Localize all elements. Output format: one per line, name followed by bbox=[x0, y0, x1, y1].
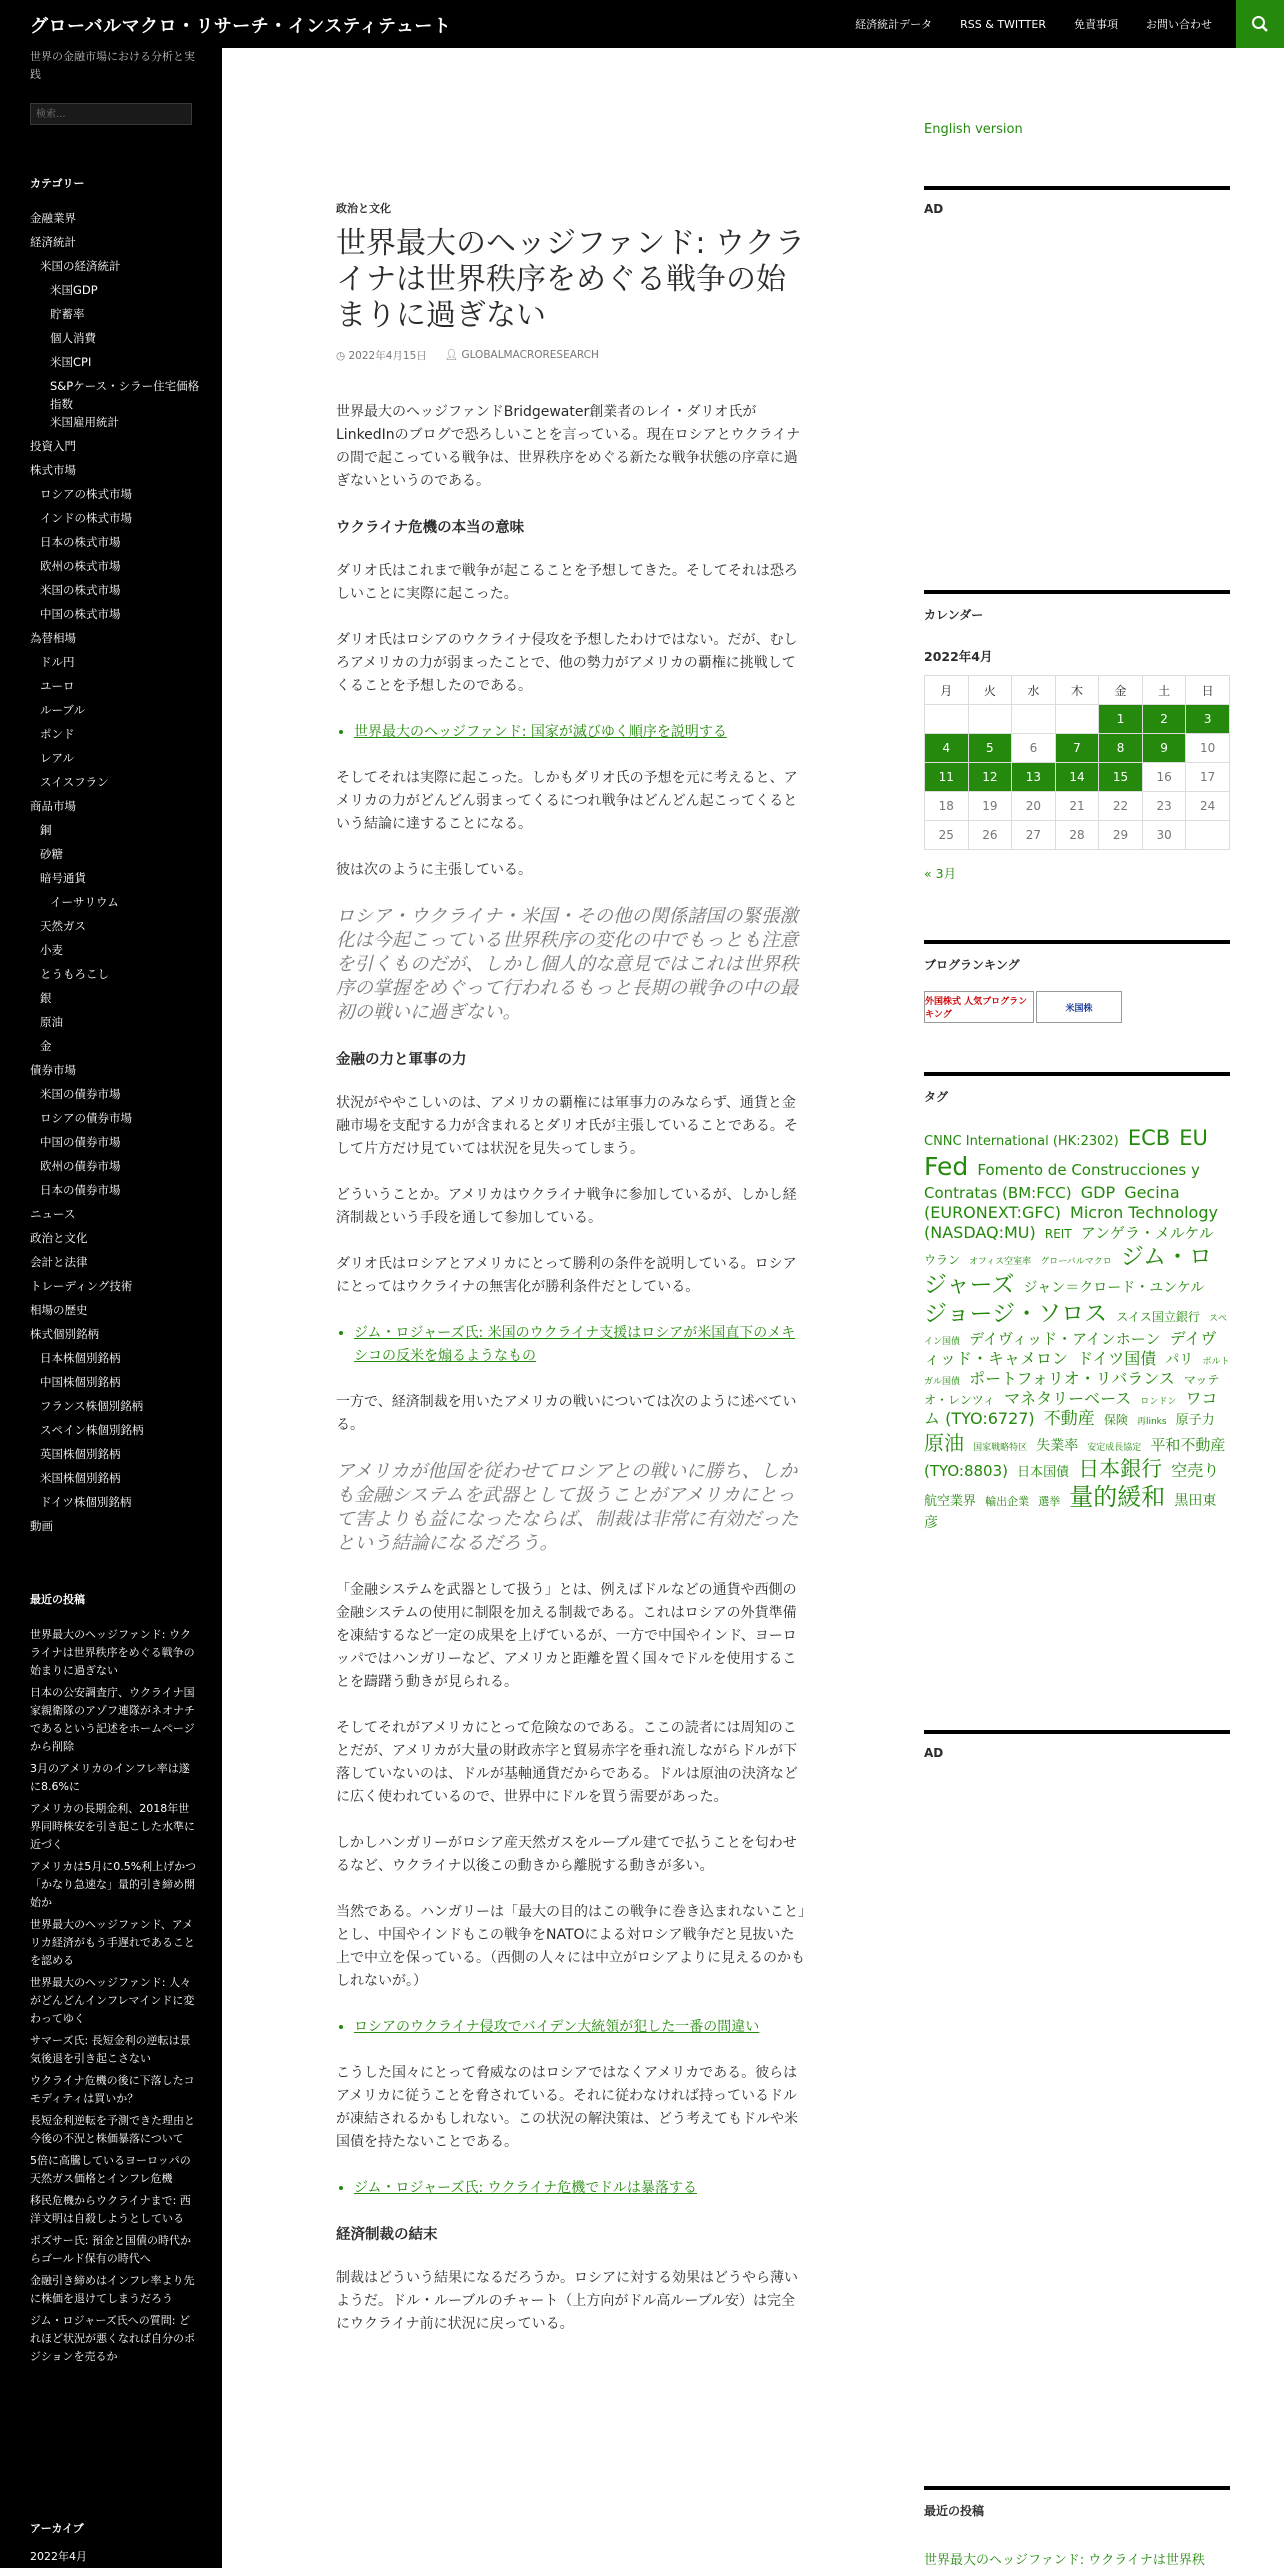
calendar-weekday: 火 bbox=[968, 676, 1012, 705]
calendar-day[interactable]: 5 bbox=[968, 734, 1012, 763]
related-links bbox=[336, 2016, 806, 2039]
tag-link[interactable]: マネタリーベース bbox=[1004, 1389, 1132, 1409]
category-item[interactable]: 米国の株式市場 bbox=[40, 583, 121, 597]
calendar-day: 19 bbox=[968, 792, 1012, 821]
recent-post-item[interactable]: 長短金利逆転を予測できた理由と今後の不況と株価暴落について bbox=[30, 2114, 195, 2145]
calendar-day: 28 bbox=[1055, 821, 1099, 850]
block-quote: ロシア・ウクライナ・米国・その他の関係諸国の緊張激化は今起こっている世界秩序の変化の中でもっとも注意を引くものだが、しかし個人的な意見ではこれは世界秩序の掌握をめぐって行われるもっと長期の戦争の中の最初の戦いに過ぎない。 bbox=[336, 906, 799, 1023]
recent-posts-right-heading: 最近の投稿 bbox=[924, 2504, 985, 2518]
tag-link[interactable]: 量的緩和 bbox=[1069, 1482, 1166, 1511]
category-item[interactable]: 欧州の債券市場 bbox=[40, 1159, 121, 1173]
paragraph: ダリオ氏はロシアとアメリカにとって勝利の条件を説明している。ロシアにとってはウクライナの無害化が勝利条件だとしている。 bbox=[336, 1256, 797, 1295]
article-category[interactable]: 政治と文化 bbox=[336, 202, 391, 215]
recent-post-item[interactable]: ウクライナ危機の後に下落したコモディティは買いか？ bbox=[30, 2074, 195, 2105]
tag-link[interactable]: ワコム (TYO:6727) bbox=[924, 1389, 1218, 1429]
category-item[interactable]: 米国の債券市場 bbox=[40, 1087, 121, 1101]
tag-link[interactable]: EU bbox=[1179, 1126, 1208, 1150]
category-item[interactable]: 小麦 bbox=[40, 943, 63, 957]
recent-post-right-link[interactable]: 世界最大のヘッジファンド: ウクライナは世界秩 bbox=[924, 2553, 1205, 2568]
tag-link[interactable]: ウラン bbox=[924, 1252, 961, 1267]
tag-link[interactable]: 日本銀行 bbox=[1078, 1456, 1163, 1481]
tag-link[interactable]: ドイツ国債 bbox=[1077, 1348, 1157, 1368]
category-item[interactable]: 個人消費 bbox=[50, 331, 96, 345]
calendar-day[interactable]: 11 bbox=[925, 763, 969, 792]
calendar-day[interactable]: 12 bbox=[968, 763, 1012, 792]
category-item[interactable]: 商品市場 bbox=[30, 799, 76, 813]
calendar-day: 24 bbox=[1186, 792, 1230, 821]
calendar-day[interactable]: 8 bbox=[1099, 734, 1143, 763]
calendar-day[interactable]: 4 bbox=[925, 734, 969, 763]
tag-link[interactable]: ECB bbox=[1127, 1126, 1171, 1150]
category-item[interactable]: 銀 bbox=[40, 991, 52, 1005]
category-item[interactable]: 貯蓄率 bbox=[50, 307, 85, 321]
paragraph: どういうことか。アメリカはウクライナ戦争に参加しているが、しかし経済制裁という手段を通して参加している。 bbox=[336, 1187, 797, 1226]
calendar-day bbox=[1012, 705, 1056, 734]
article-meta bbox=[336, 348, 806, 363]
calendar-day: 29 bbox=[1099, 821, 1143, 850]
paragraph: 「金融システムを武器として扱う」とは、例えばドルなどの通貨や西側の金融システムの使用に制限を加える制裁である。これはロシアの外貨準備を凍結するなど一定の成果を上げているが、一方で中国やインド、ヨーロッパではハンガリーなど、アメリカと距離を置く国々でドルを使用することを躊躇う動きが見られる。 bbox=[336, 1582, 797, 1690]
ad-label-bottom: AD bbox=[924, 1746, 944, 1760]
calendar-day[interactable]: 13 bbox=[1012, 763, 1056, 792]
calendar-weekday: 土 bbox=[1142, 676, 1186, 705]
tag-link[interactable]: GDP bbox=[1080, 1182, 1116, 1202]
recent-posts-heading: 最近の投稿 bbox=[30, 1593, 85, 1606]
category-item[interactable]: ポンド bbox=[40, 727, 75, 741]
categories-heading: カテゴリー bbox=[30, 177, 85, 190]
tag-link[interactable]: 日本国債 bbox=[1017, 1464, 1070, 1480]
section-heading: 経済制裁の結末 bbox=[336, 2227, 438, 2243]
calendar-weekday: 月 bbox=[925, 676, 969, 705]
recent-post-item[interactable]: アメリカは5月に0.5%利上げかつ「かなり急速な」量的引き締め開始か bbox=[30, 1860, 197, 1909]
tag-link[interactable]: 国家戦略特区 bbox=[973, 1442, 1028, 1453]
recent-post-item[interactable]: 移民危機からウクライナまで: 西洋文明は自殺しようとしている bbox=[30, 2194, 191, 2225]
search-input[interactable] bbox=[30, 103, 192, 125]
tag-link[interactable]: スイス国立銀行 bbox=[1116, 1310, 1200, 1324]
ranking-heading: ブログランキング bbox=[924, 958, 1020, 972]
related-article-link[interactable]: • 世界最大のヘッジファンド: 国家が滅びゆく順序を説明する bbox=[354, 721, 806, 744]
category-item[interactable]: 為替相場 bbox=[30, 631, 76, 645]
calendar-weekday: 水 bbox=[1012, 676, 1056, 705]
category-item[interactable]: 暗号通貨 bbox=[40, 871, 86, 885]
calendar-widget bbox=[924, 590, 1230, 882]
calendar-day: 17 bbox=[1186, 763, 1230, 792]
category-item[interactable]: 株式市場 bbox=[30, 463, 76, 477]
category-item[interactable]: 金 bbox=[40, 1039, 52, 1053]
paragraph: しかしハンガリーがロシア産天然ガスをルーブル建てで払うことを匂わせるなど、ウクライナ以後この動きから離脱する動きが多い。 bbox=[336, 1835, 797, 1874]
category-item[interactable]: 米国の経済統計 bbox=[40, 259, 121, 273]
category-item[interactable]: ロシアの株式市場 bbox=[40, 487, 132, 501]
tag-link[interactable]: ジム・ロジャーズ bbox=[924, 1243, 1212, 1299]
tag-link[interactable]: 不動産 bbox=[1043, 1409, 1095, 1430]
tag-link[interactable]: Micron Technology (NASDAQ:MU) bbox=[924, 1202, 1218, 1242]
calendar-day bbox=[1186, 821, 1230, 850]
user-icon: 👤︎ bbox=[444, 349, 462, 361]
recent-post-item[interactable]: 世界最大のヘッジファンド、アメリカ経済がもう手遅れであることを認める bbox=[30, 1918, 195, 1967]
category-item[interactable]: 米国GDP bbox=[50, 283, 98, 297]
calendar-day: 25 bbox=[925, 821, 969, 850]
tag-cloud bbox=[924, 1125, 1230, 1532]
calendar-day bbox=[968, 705, 1012, 734]
search-toggle-button[interactable] bbox=[1236, 0, 1284, 48]
calendar-day[interactable]: 2 bbox=[1142, 705, 1186, 734]
left-sidebar bbox=[0, 48, 222, 2568]
category-item[interactable]: 英国株個別銘柄 bbox=[40, 1447, 121, 1461]
calendar-day bbox=[1055, 705, 1099, 734]
tag-link[interactable]: デイヴィッド・キャメロン bbox=[924, 1328, 1217, 1368]
calendar-day: 30 bbox=[1142, 821, 1186, 850]
category-item[interactable]: 経済統計 bbox=[30, 235, 76, 249]
category-item[interactable]: 日本の債券市場 bbox=[40, 1183, 121, 1197]
paragraph: 一方で、経済制裁を用いたアメリカの戦いについては次のように述べている。 bbox=[336, 1394, 797, 1433]
post-author-text: GLOBALMACRORESEARCH bbox=[461, 349, 599, 361]
category-item[interactable]: ルーブル bbox=[40, 703, 85, 717]
nav-rss-twitter[interactable]: RSS & TWITTER bbox=[960, 17, 1046, 31]
blog-ranking-widget bbox=[924, 940, 1230, 1023]
category-item[interactable]: とうもろこし bbox=[40, 967, 109, 981]
archive-item[interactable]: 2022年4月 bbox=[30, 2550, 87, 2563]
category-item[interactable]: インドの株式市場 bbox=[40, 511, 132, 525]
tag-link[interactable]: 輸出企業 bbox=[985, 1494, 1030, 1508]
tag-link[interactable]: 失業率 bbox=[1036, 1437, 1079, 1454]
article-title: 世界最大のヘッジファンド: ウクライナは世界秩序をめぐる戦争の始まりに過ぎない bbox=[336, 226, 806, 333]
calendar-day[interactable]: 1 bbox=[1099, 705, 1143, 734]
paragraph: 世界最大のヘッジファンドBridgewater創業者のレイ・ダリオ氏がLinkedInのブログで恐ろしいことを言っている。現在ロシアとウクライナの間で起こっている戦争は、世界秩序をめぐる新たな戦争状態の序章に過ぎないというのである。 bbox=[336, 404, 801, 489]
site-tagline: 世界の金融市場における分析と実践 bbox=[30, 50, 195, 81]
category-item[interactable]: ニュース bbox=[30, 1207, 76, 1221]
category-item[interactable]: 中国株個別銘柄 bbox=[40, 1375, 121, 1389]
post-date-text: 2022年4月15日 bbox=[348, 350, 427, 362]
paragraph: ダリオ氏はこれまで戦争が起こることを予想してきた。そしてそれは恐ろしいことに実際に起こった。 bbox=[336, 563, 798, 602]
tag-link[interactable]: 安定成長協定 bbox=[1087, 1442, 1142, 1453]
category-item[interactable]: 動画 bbox=[30, 1519, 53, 1533]
tag-link[interactable]: Gecina (EURONEXT:GFC) bbox=[924, 1182, 1180, 1222]
category-item[interactable]: 株式個別銘柄 bbox=[30, 1327, 99, 1341]
category-item[interactable]: ロシアの債券市場 bbox=[40, 1111, 132, 1125]
category-item[interactable]: トレーディング技術 bbox=[30, 1279, 133, 1293]
calendar-day: 16 bbox=[1142, 763, 1186, 792]
archive-heading: アーカイブ bbox=[30, 2522, 84, 2535]
paragraph: そしてそれがアメリカにとって危険なのである。ここの読者には周知のことだが、アメリカが大量の財政赤字と貿易赤字を垂れ流しながらドルが下落していないのは、ドルが基軸通貨だからである。ドルは原油の決済などに広く使われているので、世界中にドルを買う需要があった。 bbox=[336, 1720, 798, 1805]
related-article-link[interactable]: • ロシアのウクライナ侵攻でバイデン大統領が犯した一番の間違い bbox=[354, 2016, 806, 2039]
calendar-day bbox=[925, 705, 969, 734]
category-item[interactable]: 砂糖 bbox=[40, 847, 63, 861]
tag-link[interactable]: ポートフォリオ・リバランス bbox=[969, 1369, 1175, 1389]
calendar-day: 6 bbox=[1012, 734, 1056, 763]
category-item[interactable]: 相場の歴史 bbox=[30, 1303, 88, 1317]
category-item[interactable]: スペイン株個別銘柄 bbox=[40, 1423, 144, 1437]
category-item[interactable]: ユーロ bbox=[40, 679, 75, 693]
tag-link[interactable]: ジャン＝クロード・ユンケル bbox=[1023, 1280, 1205, 1297]
recent-post-item[interactable]: 3月のアメリカのインフレ率は遂に8.6%に bbox=[30, 1762, 190, 1793]
recent-posts-list bbox=[30, 1626, 198, 2370]
recent-post-item[interactable]: ポズサー氏: 預金と国債の時代からゴールド保有の時代へ bbox=[30, 2234, 191, 2265]
calendar-month: 2022年4月 bbox=[924, 649, 993, 664]
category-item[interactable]: 金融業界 bbox=[30, 211, 76, 225]
related-links bbox=[336, 1322, 806, 1368]
recent-post-item[interactable]: 日本の公安調査庁、ウクライナ国家親衛隊のアゾフ連隊がネオナチであるという記述をホームページから削除 bbox=[30, 1686, 195, 1753]
tag-link[interactable]: ジョージ・ソロス bbox=[924, 1301, 1108, 1327]
calendar-day: 22 bbox=[1099, 792, 1143, 821]
calendar-prev-link[interactable]: « 3月 bbox=[924, 866, 957, 881]
category-item[interactable]: ドル円 bbox=[40, 655, 75, 669]
calendar-weekday: 木 bbox=[1055, 676, 1099, 705]
recent-posts-right-widget bbox=[924, 2486, 1230, 2568]
site-header bbox=[0, 0, 1284, 48]
paragraph: 彼は次のように主張している。 bbox=[336, 862, 532, 878]
category-item[interactable]: レアル bbox=[40, 751, 75, 765]
tag-link[interactable]: 黒田東彦 bbox=[924, 1492, 1217, 1531]
calendar-weekday: 金 bbox=[1099, 676, 1143, 705]
calendar-day: 10 bbox=[1186, 734, 1230, 763]
paragraph: こうした国々にとって脅威なのはロシアではなくアメリカである。彼らはアメリカに従うことを脅されている。それに従わなければ持っているドルが凍結されるかもしれない。この状況の解決策は、どう考えてもドルや米国債を持たないことである。 bbox=[336, 2065, 798, 2150]
tag-link[interactable]: Fed bbox=[924, 1152, 969, 1182]
tag-link[interactable]: CNNC International (HK:2302) bbox=[924, 1134, 1119, 1149]
tag-link[interactable]: Fomento de Construcciones y Contratas (BM:FCC) bbox=[924, 1161, 1200, 1202]
category-item[interactable]: 債券市場 bbox=[30, 1063, 76, 1077]
recent-post-item[interactable]: アメリカの長期金利、2018年世界同時株安を引き起こした水準に近づく bbox=[30, 1802, 195, 1851]
calendar-heading: カレンダー bbox=[924, 608, 984, 622]
category-list bbox=[30, 206, 205, 1538]
clock-icon: ◷ bbox=[336, 350, 349, 362]
tags-heading: タグ bbox=[924, 1090, 949, 1104]
tag-link[interactable]: オフィス空室率 bbox=[969, 1256, 1032, 1267]
category-item[interactable]: イーサリウム bbox=[50, 895, 119, 909]
tag-link[interactable]: 選挙 bbox=[1038, 1494, 1061, 1508]
tag-link[interactable]: 原子力 bbox=[1175, 1413, 1215, 1429]
category-item[interactable]: 天然ガス bbox=[40, 919, 86, 933]
top-navigation bbox=[827, 0, 1212, 48]
post-date[interactable] bbox=[336, 348, 427, 363]
category-item[interactable]: 政治と文化 bbox=[30, 1231, 88, 1245]
category-item[interactable]: 米国CPI bbox=[50, 355, 92, 369]
paragraph: そしてそれは実際に起こった。しかもダリオ氏の予想を元に考えると、アメリカの力がどんどん弱まってくるにつれ戦争はどんどん起こってくるという結論に達することになる。 bbox=[336, 770, 798, 832]
ad-label: AD bbox=[924, 202, 944, 216]
calendar-day[interactable]: 7 bbox=[1055, 734, 1099, 763]
ad-widget-top bbox=[924, 186, 1230, 566]
section-heading: 金融の力と軍事の力 bbox=[336, 1052, 467, 1068]
category-item[interactable]: ドイツ株個別銘柄 bbox=[40, 1495, 132, 1509]
recent-post-item[interactable]: ジム・ロジャーズ氏への質問: どれほど状況が悪くなれば自分のポジションを売るか bbox=[30, 2314, 195, 2363]
tag-link[interactable]: 航空業界 bbox=[924, 1493, 977, 1509]
category-item[interactable]: 欧州の株式市場 bbox=[40, 559, 121, 573]
site-title[interactable]: グローバルマクロ・リサーチ・インスティテュート bbox=[30, 16, 452, 37]
category-item[interactable]: 日本の株式市場 bbox=[40, 535, 121, 549]
tag-link[interactable]: デイヴィッド・アインホーン bbox=[969, 1329, 1161, 1348]
calendar-day[interactable]: 3 bbox=[1186, 705, 1230, 734]
nav-economic-data[interactable]: 経済統計データ bbox=[855, 18, 933, 31]
recent-post-item[interactable]: 5倍に高騰しているヨーロッパの天然ガス価格とインフレ危機 bbox=[30, 2154, 191, 2185]
related-links bbox=[336, 721, 806, 744]
search-icon bbox=[1251, 15, 1269, 33]
calendar-day: 26 bbox=[968, 821, 1012, 850]
category-item[interactable]: 日本株個別銘柄 bbox=[40, 1351, 121, 1365]
paragraph: ダリオ氏はロシアのウクライナ侵攻を予想したわけではない。だが、むしろアメリカの力が弱まったことで、他の勢力がアメリカの覇権に挑戦してくることを予想したのである。 bbox=[336, 632, 798, 694]
ranking-badge-foreign[interactable]: 外国株式 人気ブログランキング bbox=[924, 991, 1034, 1023]
tag-link[interactable]: 再links bbox=[1136, 1417, 1167, 1428]
calendar-day: 27 bbox=[1012, 821, 1056, 850]
recent-post-item[interactable]: 世界最大のヘッジファンド: 人々がどんどんインフレマインドに変わってゆく bbox=[30, 1976, 195, 2025]
paragraph: 制裁はどういう結果になるだろうか。ロシアに対する効果はどうやら薄いようだ。ドル・ルーブルのチャート（上方向がドル高ルーブル安）は完全にウクライナ前に状況に戻っている。 bbox=[336, 2270, 798, 2332]
calendar-day: 23 bbox=[1142, 792, 1186, 821]
calendar-day[interactable]: 9 bbox=[1142, 734, 1186, 763]
category-item[interactable]: 中国の株式市場 bbox=[40, 607, 121, 621]
tag-link[interactable]: REIT bbox=[1044, 1226, 1072, 1241]
category-item[interactable]: 銅 bbox=[40, 823, 52, 837]
calendar-table bbox=[924, 675, 1230, 850]
tag-link[interactable]: ロンドン bbox=[1140, 1397, 1177, 1408]
paragraph: 当然である。ハンガリーは「最大の目的はこの戦争に巻き込まれないこと」とし、中国やインドもこの戦争をNATOによる対ロシア戦争だと見抜いた上で中立を保っている。（西側の人々には中立がロシアよりに見えるのかもしれないが。） bbox=[336, 1904, 805, 1989]
tag-link[interactable]: 平和不動産 (TYO:8803) bbox=[924, 1435, 1226, 1480]
calendar-day[interactable]: 14 bbox=[1055, 763, 1099, 792]
tag-link[interactable]: 空売り bbox=[1171, 1460, 1220, 1480]
ranking-badge-us[interactable]: 米国株 bbox=[1036, 991, 1122, 1023]
recent-post-item[interactable]: 世界最大のヘッジファンド: ウクライナは世界秩序をめぐる戦争の始まりに過ぎない bbox=[30, 1628, 195, 1677]
category-item[interactable]: 米国株個別銘柄 bbox=[40, 1471, 121, 1485]
english-version-widget bbox=[924, 118, 1230, 137]
related-article-link[interactable]: • ジム・ロジャーズ氏: 米国のウクライナ支援はロシアが米国直下のメキシコの反米を煽るようなもの bbox=[354, 1322, 806, 1368]
article bbox=[336, 200, 806, 2359]
section-heading: ウクライナ危機の本当の意味 bbox=[336, 520, 525, 536]
calendar-weekday: 日 bbox=[1186, 676, 1230, 705]
tag-link[interactable]: パリ bbox=[1165, 1351, 1194, 1368]
category-item[interactable]: 米国雇用統計 bbox=[50, 415, 119, 429]
category-item[interactable]: 原油 bbox=[40, 1015, 63, 1029]
tag-link[interactable]: アンゲラ・メルケル bbox=[1080, 1223, 1214, 1242]
category-item[interactable]: 投資入門 bbox=[30, 439, 76, 453]
related-article-link[interactable]: • ジム・ロジャーズ氏: ウクライナ危機でドルは暴落する bbox=[354, 2177, 806, 2200]
nav-contact[interactable]: お問い合わせ bbox=[1146, 18, 1212, 31]
category-item[interactable]: S&Pケース・シラー住宅価格指数 bbox=[50, 379, 200, 411]
tag-link[interactable]: ポルトガル国債 bbox=[924, 1356, 1230, 1388]
tag-link[interactable]: 原油 bbox=[924, 1430, 964, 1455]
block-quote: アメリカが他国を従わせてロシアとの戦いに勝ち、しかも金融システムを武器として扱うことがアメリカにとって害よりも益になったならば、制裁は非常に有効だったという結論になるだろう。 bbox=[336, 1461, 799, 1554]
post-author[interactable] bbox=[445, 348, 599, 363]
tag-link[interactable]: グローバルマクロ bbox=[1040, 1256, 1112, 1267]
calendar-day: 21 bbox=[1055, 792, 1099, 821]
calendar-day: 20 bbox=[1012, 792, 1056, 821]
tag-link[interactable]: マッテオ・レンツィ bbox=[924, 1373, 1220, 1408]
nav-disclaimer[interactable]: 免責事項 bbox=[1074, 18, 1118, 31]
article-body bbox=[336, 401, 806, 2336]
calendar-day: 18 bbox=[925, 792, 969, 821]
english-version-link[interactable]: English version bbox=[924, 122, 1023, 137]
paragraph: 状況がややこしいのは、アメリカの覇権には軍事力のみならず、通貨と金融市場を支配する力が含まれるとダリオ氏が主張していることである。そして片方だけ見ていては状況を見失ってしまう。 bbox=[336, 1095, 798, 1157]
related-links bbox=[336, 2177, 806, 2200]
tags-widget bbox=[924, 1072, 1230, 1532]
ad-widget-bottom bbox=[924, 1730, 1230, 2430]
calendar-day[interactable]: 15 bbox=[1099, 763, 1143, 792]
tag-link[interactable]: スペイン国債 bbox=[924, 1314, 1227, 1347]
category-item[interactable]: 中国の債券市場 bbox=[40, 1135, 121, 1149]
category-item[interactable]: 会計と法律 bbox=[30, 1255, 88, 1269]
recent-post-item[interactable]: サマーズ氏: 長短金利の逆転は景気後退を引き起こさない bbox=[30, 2034, 191, 2065]
category-item[interactable]: フランス株個別銘柄 bbox=[40, 1399, 144, 1413]
category-item[interactable]: スイスフラン bbox=[40, 775, 109, 789]
tag-link[interactable]: 保険 bbox=[1103, 1413, 1128, 1428]
recent-post-item[interactable]: 金融引き締めはインフレ率より先に株価を退けてしまうだろう bbox=[30, 2274, 195, 2305]
ranking-badges bbox=[924, 991, 1230, 1023]
